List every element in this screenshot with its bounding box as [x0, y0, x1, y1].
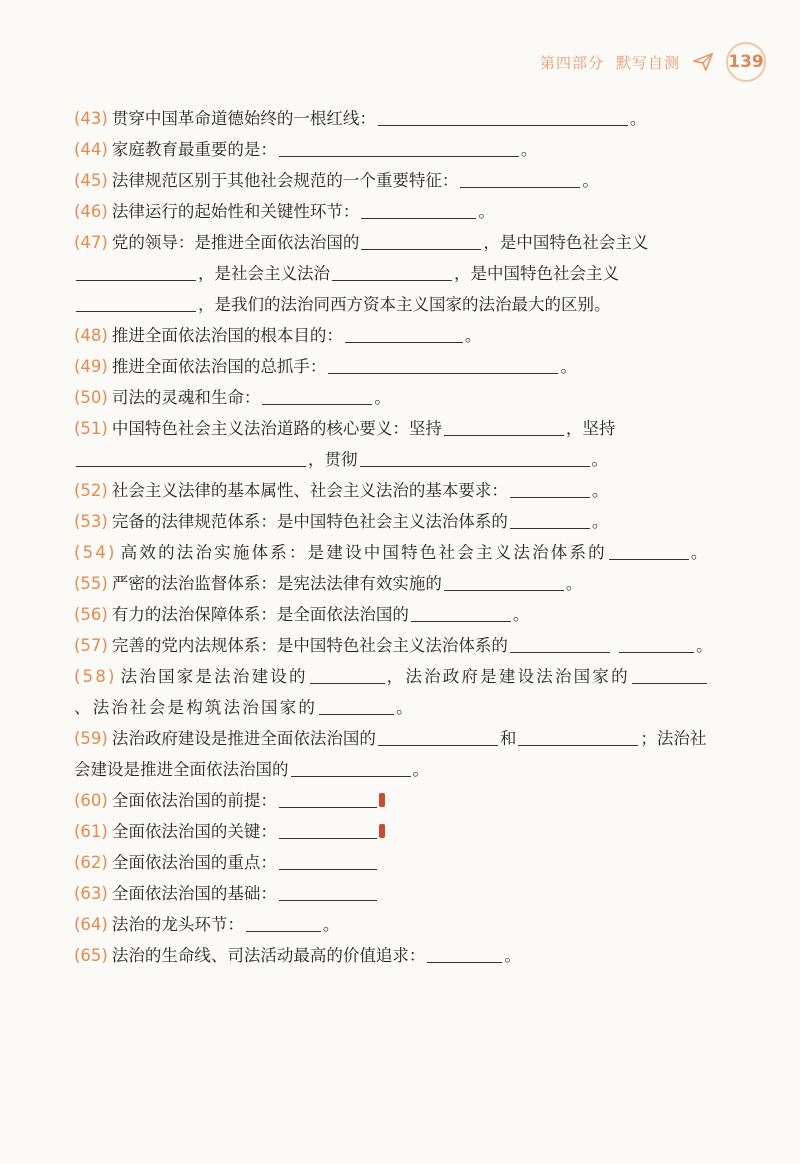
question-46: (46) 法律运行的起始性和关键性环节： 。: [74, 202, 495, 221]
answer-blank[interactable]: [378, 107, 628, 126]
question-65: (65) 法治的生命线、司法活动最高的价值追求： 。: [74, 946, 521, 965]
question-45: (45) 法律规范区别于其他社会规范的一个重要特征： 。: [74, 171, 599, 190]
question-61: (61) 全面依法治国的关键：: [74, 816, 714, 847]
question-44: (44) 家庭教育最重要的是： 。: [74, 140, 538, 159]
question-48: (48) 推进全面依法治国的根本目的： 。: [74, 326, 482, 345]
answer-blank[interactable]: [518, 727, 638, 746]
answer-blank[interactable]: [361, 200, 476, 219]
answer-blank[interactable]: [444, 572, 564, 591]
question-51: (51) 中国特色社会主义法治道路的核心要义：坚持 ，坚持，贯彻 。: [74, 419, 616, 469]
answer-blank[interactable]: [319, 696, 394, 715]
question-59: (59) 法治政府建设是推进全面依法治国的 和 ；法治社会建设是推进全面依法治国的 。: [74, 729, 707, 779]
answer-blank[interactable]: [279, 851, 377, 870]
answer-blank[interactable]: [262, 386, 372, 405]
answer-blank[interactable]: [510, 510, 590, 529]
answer-blank[interactable]: [632, 665, 707, 684]
question-list: [74, 103, 714, 971]
answer-blank[interactable]: [411, 603, 511, 622]
question-57: (57) 完善的党内法规体系：是中国特色社会主义法治体系的 。: [74, 636, 713, 655]
question-47: (47) 党的领导：是推进全面依法治国的 ，是中国特色社会主义，是社会主义法治 ，是中国特色社会主义，是我们的法治同西方资本主义国家的法治最大的区别。: [74, 233, 649, 314]
answer-blank[interactable]: [510, 634, 610, 653]
answer-blank[interactable]: [76, 293, 196, 312]
question-52: (52) 社会主义法律的基本属性、社会主义法治的基本要求： 。: [74, 481, 609, 500]
answer-blank[interactable]: [279, 882, 377, 901]
answer-blank[interactable]: [345, 324, 463, 343]
question-63: (63) 全面依法治国的基础：: [74, 878, 714, 909]
question-60: (60) 全面依法治国的前提：: [74, 785, 714, 816]
question-43: (43) 贯穿中国革命道德始终的一根红线： 。: [74, 109, 647, 128]
highlight-mark: [379, 793, 385, 807]
answer-blank[interactable]: [444, 417, 564, 436]
subsection-title: 默写自测: [615, 53, 680, 72]
answer-blank[interactable]: [609, 541, 689, 560]
answer-blank[interactable]: [427, 944, 502, 963]
answer-blank[interactable]: [510, 479, 590, 498]
question-55: (55) 严密的法治监督体系：是宪法法律有效实施的 。: [74, 574, 583, 593]
answer-blank[interactable]: [279, 820, 377, 839]
answer-blank[interactable]: [360, 448, 590, 467]
answer-blank[interactable]: [332, 262, 452, 281]
section-title: 第四部分: [539, 53, 604, 72]
answer-blank[interactable]: [279, 138, 519, 157]
question-53: (53) 完备的法律规范体系：是中国特色社会主义法治体系的 。: [74, 512, 609, 531]
question-54: (54) 高效的法治实施体系：是建设中国特色社会主义法治体系的 。: [74, 543, 710, 562]
answer-blank[interactable]: [460, 169, 580, 188]
question-62: (62) 全面依法治国的重点：: [74, 847, 714, 878]
answer-blank[interactable]: [291, 758, 411, 777]
question-58: (58) 法治国家是法治建设的 ，法治政府是建设法治国家的、法治社会是构筑法治国家的 。: [74, 661, 714, 723]
answer-blank[interactable]: [328, 355, 558, 374]
question-64: (64) 法治的龙头环节： 。: [74, 915, 340, 934]
answer-blank[interactable]: [619, 634, 694, 653]
paper-plane-icon: [692, 51, 714, 73]
answer-blank[interactable]: [76, 262, 196, 281]
question-50: (50) 司法的灵魂和生命： 。: [74, 388, 391, 407]
page-header: [540, 40, 766, 84]
answer-blank[interactable]: [361, 231, 481, 250]
answer-blank[interactable]: [76, 448, 306, 467]
question-49: (49) 推进全面依法治国的总抓手： 。: [74, 357, 577, 376]
answer-blank[interactable]: [246, 913, 321, 932]
question-56: (56) 有力的法治保障体系：是全面依法治国的 。: [74, 605, 530, 624]
answer-blank[interactable]: [279, 789, 377, 808]
page-number: 139: [726, 42, 766, 82]
highlight-mark: [379, 824, 385, 838]
answer-blank[interactable]: [310, 665, 385, 684]
answer-blank[interactable]: [378, 727, 498, 746]
